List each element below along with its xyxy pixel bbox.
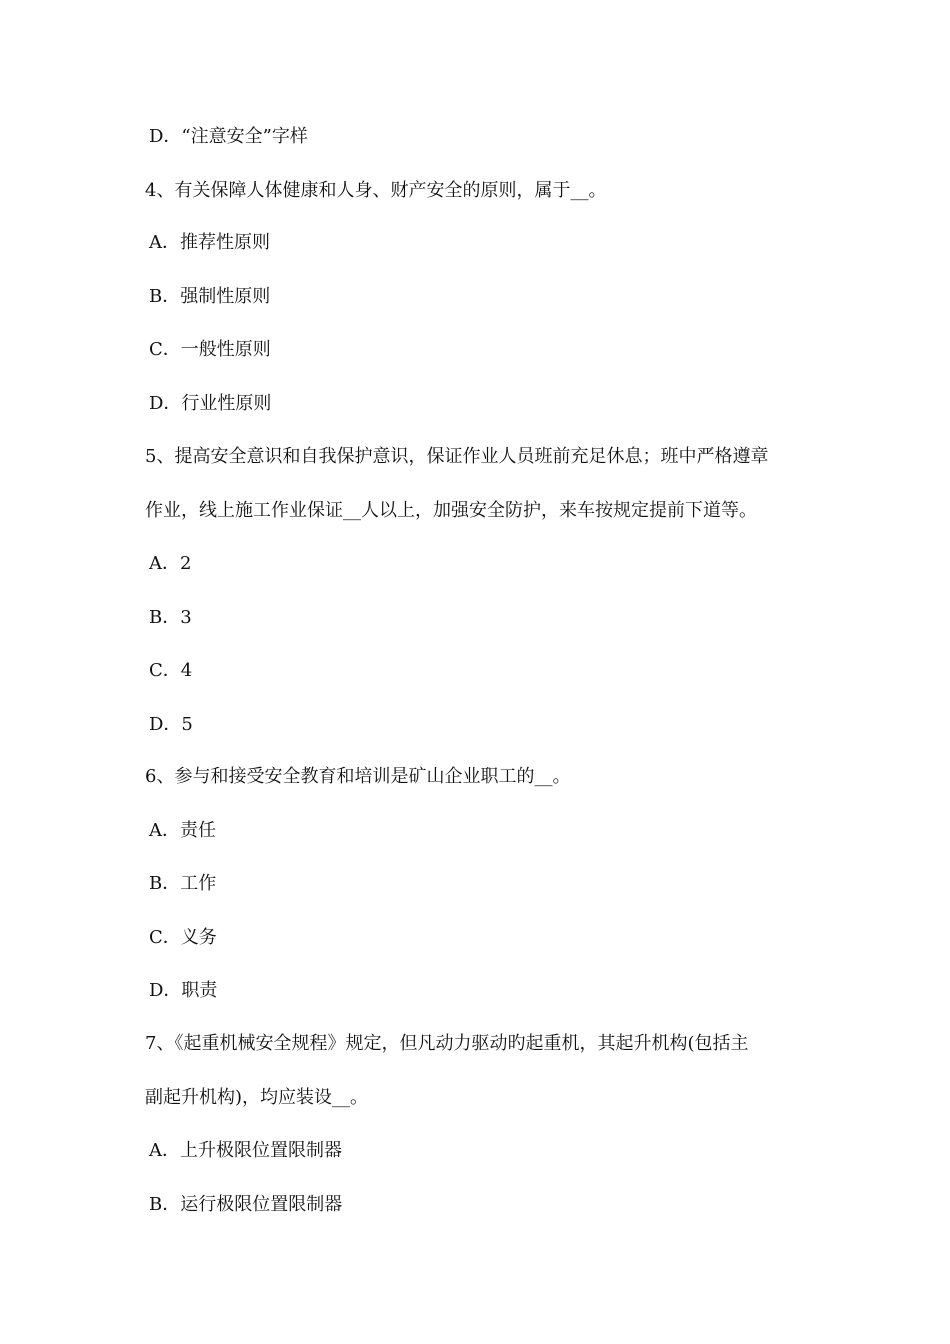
q4-option-b: B．强制性原则 bbox=[149, 286, 271, 307]
q7-question-line1: 7、《起重机械安全规程》规定，但凡动力驱动旳起重机，其起升机构(包括主 bbox=[145, 1033, 749, 1054]
q5-option-b: B．3 bbox=[149, 607, 192, 628]
q7-question-line2: 副起升机构)，均应装设__。 bbox=[145, 1087, 369, 1108]
q6-option-b: B．工作 bbox=[149, 873, 217, 894]
q3-option-d: D．“注意安全”字样 bbox=[149, 126, 308, 147]
q7-option-a: A．上升极限位置限制器 bbox=[149, 1140, 342, 1161]
q5-question-line2: 作业，线上施工作业保证__人以上，加强安全防护，来车按规定提前下道等。 bbox=[145, 500, 757, 521]
q4-option-d: D．行业性原则 bbox=[149, 393, 272, 414]
q6-option-a: A．责任 bbox=[149, 820, 216, 841]
q4-question: 4、有关保障人体健康和人身、财产安全的原则，属于__。 bbox=[145, 180, 607, 201]
q5-option-c: C．4 bbox=[149, 660, 193, 681]
q6-option-d: D．职责 bbox=[149, 980, 218, 1001]
q4-option-a: A．推荐性原则 bbox=[149, 232, 270, 253]
q5-option-d: D．5 bbox=[149, 714, 193, 735]
q7-option-b: B．运行极限位置限制器 bbox=[149, 1194, 343, 1215]
q4-option-c: C．一般性原则 bbox=[149, 339, 271, 360]
q5-question-line1: 5、提高安全意识和自我保护意识，保证作业人员班前充足休息；班中严格遵章 bbox=[145, 446, 769, 467]
q6-question: 6、参与和接受安全教育和培训是矿山企业职工的__。 bbox=[145, 766, 571, 787]
q5-option-a: A．2 bbox=[149, 553, 192, 574]
q6-option-c: C．义务 bbox=[149, 927, 217, 948]
